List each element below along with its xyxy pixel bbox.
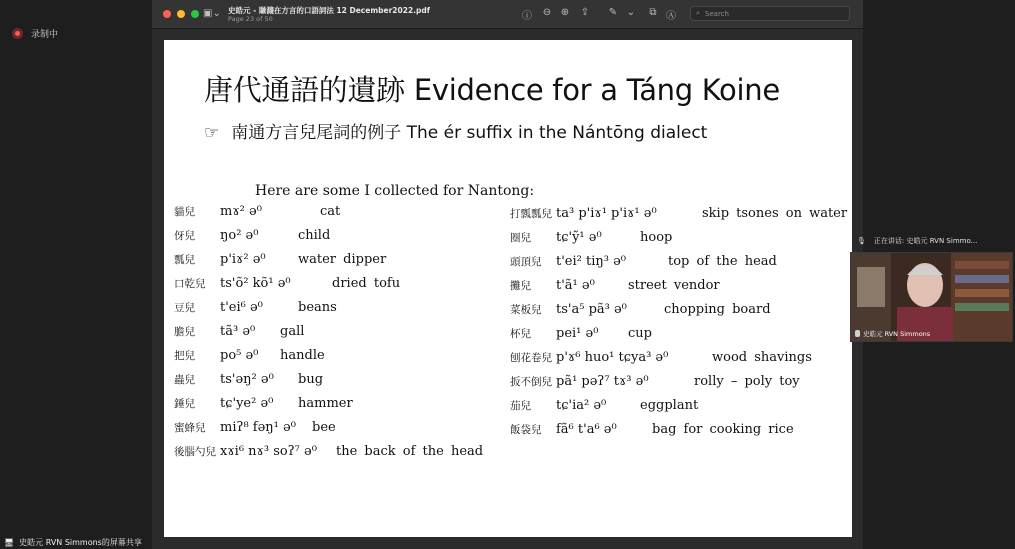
word-characters: 瓢兒 <box>174 254 195 266</box>
left-word-row <box>174 276 400 291</box>
right-word-row <box>510 254 777 269</box>
word-transcription: ta³ p'iɤ¹ p'iɤ¹ ə⁰ <box>556 206 657 221</box>
screen-share-indicator[interactable] <box>0 535 179 549</box>
word-gloss: beans <box>298 300 337 315</box>
slide-subtitle <box>204 118 707 143</box>
active-speaker-bar <box>857 236 977 246</box>
right-word-row <box>510 350 812 365</box>
word-gloss: eggplant <box>640 398 699 413</box>
word-transcription: ŋo² ə⁰ <box>220 228 259 243</box>
left-word-row <box>174 348 325 363</box>
search-placeholder: Search <box>704 9 729 18</box>
word-transcription: pã¹ pəʔ⁷ tɤ³ ə⁰ <box>556 374 649 389</box>
left-word-row <box>174 324 304 339</box>
right-word-row <box>510 398 698 413</box>
left-word-row <box>174 252 386 267</box>
word-characters: 蜜蜂兒 <box>174 422 206 434</box>
word-characters: 刨花卷兒 <box>510 352 552 364</box>
left-word-row <box>174 300 337 315</box>
markup-pen-icon[interactable]: ✎ <box>608 7 618 18</box>
speaker-mic-icon: 🎙 <box>857 237 866 245</box>
recording-label: 录制中 <box>31 30 59 40</box>
minimize-window-button[interactable] <box>177 10 185 18</box>
screen-share-label: 史皓元 RVN Simmons的屏幕共享 <box>19 537 142 547</box>
right-word-row <box>510 302 771 317</box>
window-controls <box>163 10 199 18</box>
search-field[interactable] <box>690 6 850 21</box>
word-transcription: ts'əŋ² ə⁰ <box>220 372 274 387</box>
title-bar <box>152 0 863 29</box>
word-transcription: pei¹ ə⁰ <box>556 326 599 341</box>
right-word-row <box>510 230 672 245</box>
word-transcription: tɕ'ia² ə⁰ <box>556 398 607 413</box>
left-word-row <box>174 204 340 219</box>
left-word-row <box>174 396 353 411</box>
word-characters: 把兒 <box>174 350 195 362</box>
word-gloss: chopping board <box>664 302 771 317</box>
word-gloss: water dipper <box>298 252 387 267</box>
word-gloss: dried tofu <box>332 276 401 291</box>
rotate-icon[interactable]: ⧉ <box>649 7 657 18</box>
right-word-row <box>510 326 652 341</box>
word-gloss: hoop <box>640 230 673 245</box>
word-gloss: bag for cooking rice <box>652 422 794 437</box>
left-word-row <box>174 372 323 387</box>
word-gloss: gall <box>280 324 305 339</box>
word-gloss: top of the head <box>668 254 777 269</box>
right-word-row <box>510 374 800 389</box>
word-transcription: p'ɤ⁶ huo¹ tɕya³ ə⁰ <box>556 350 669 365</box>
word-gloss: handle <box>280 348 325 363</box>
left-word-row <box>174 420 336 435</box>
word-characters: 飯袋兒 <box>510 424 542 436</box>
annotate-icon[interactable]: Ⓐ <box>666 11 676 22</box>
word-characters: 菜板兒 <box>510 304 542 316</box>
participant-video-tile[interactable] <box>850 252 1013 342</box>
word-transcription: po⁵ ə⁰ <box>220 348 259 363</box>
slide-subtitle-text: 南通方言兒尾詞的例子 The ér suffix in the Nántōng dialect <box>231 123 708 143</box>
right-word-row <box>510 278 720 293</box>
participant-name: 史皓元 RVN Simmons <box>855 329 930 338</box>
word-characters: 圈兒 <box>510 232 531 244</box>
page-indicator: Page 23 of 50 <box>228 15 273 23</box>
word-characters: 頭頂兒 <box>510 256 542 268</box>
word-gloss: street vendor <box>628 278 720 293</box>
right-word-row <box>510 206 847 221</box>
word-transcription: ts'õ² kõ¹ ə⁰ <box>220 276 291 291</box>
search-icon: ⌕ <box>696 9 700 17</box>
word-characters: 攤兒 <box>510 280 531 292</box>
pdf-page <box>164 40 852 537</box>
document-title: 史皓元 - 賺濺在方言的口語詞法 12 December2022.pdf <box>228 6 431 15</box>
word-transcription: xɤi⁶ nɤ³ soʔ⁷ ə⁰ <box>220 444 317 459</box>
word-gloss: child <box>298 228 331 243</box>
word-characters: 茄兒 <box>510 400 531 412</box>
word-gloss: rolly – poly toy <box>694 374 800 389</box>
word-transcription: t'ei² tiŋ³ ə⁰ <box>556 254 626 269</box>
word-characters: 膽兒 <box>174 326 195 338</box>
word-characters: 口乾兒 <box>174 278 206 290</box>
lead-sentence: Here are some I collected for Nantong: <box>255 183 535 199</box>
word-characters: 伢兒 <box>174 230 195 242</box>
word-transcription: fã⁶ t'a⁶ ə⁰ <box>556 422 617 437</box>
word-transcription: miʔ⁸ fəŋ¹ ə⁰ <box>220 420 296 435</box>
left-word-row <box>174 444 483 459</box>
zoom-in-icon[interactable]: ⊕ <box>560 7 570 18</box>
word-transcription: tɕ'ỹ¹ ə⁰ <box>556 230 602 245</box>
word-characters: 扳不倒兒 <box>510 376 552 388</box>
word-transcription: p'iɤ² ə⁰ <box>220 252 266 267</box>
word-gloss: bee <box>312 420 336 435</box>
shared-pdf-window <box>152 0 863 549</box>
word-characters: 打瓢瓢兒 <box>510 208 552 220</box>
word-transcription: t'ei⁶ ə⁰ <box>220 300 263 315</box>
right-word-row <box>510 422 794 437</box>
word-gloss: the back of the head <box>336 444 484 459</box>
word-transcription: t'ã¹ ə⁰ <box>556 278 595 293</box>
left-word-row <box>174 228 330 243</box>
zoom-out-icon[interactable]: ⊖ <box>542 7 552 18</box>
slide-title: 唐代通語的遺跡 Evidence for a Táng Koine <box>204 73 780 107</box>
record-icon <box>12 28 23 39</box>
word-gloss: skip tsones on water <box>702 206 848 221</box>
info-icon[interactable]: ⓘ <box>522 11 532 22</box>
word-characters: 後腦勺兒 <box>174 446 216 458</box>
screen-share-icon: 🖥 <box>4 537 15 547</box>
word-transcription: mɤ² ə⁰ <box>220 204 262 219</box>
word-transcription: ts'a⁵ pã³ ə⁰ <box>556 302 627 317</box>
chevron-down-icon[interactable]: ⌄ <box>626 7 636 18</box>
word-characters: 錘兒 <box>174 398 195 410</box>
mic-icon <box>855 330 860 337</box>
word-gloss: cup <box>628 326 652 341</box>
word-characters: 貓兒 <box>174 206 195 218</box>
word-gloss: hammer <box>298 396 353 411</box>
word-characters: 豆兒 <box>174 302 195 314</box>
pointing-hand-icon: ☞ <box>204 123 220 143</box>
word-gloss: bug <box>298 372 324 387</box>
participant-video <box>851 253 1012 341</box>
word-gloss: cat <box>320 204 341 219</box>
word-characters: 蟲兒 <box>174 374 195 386</box>
word-characters: 杯兒 <box>510 328 531 340</box>
share-icon[interactable]: ⇪ <box>580 7 590 18</box>
recording-indicator[interactable] <box>12 27 58 40</box>
zoom-window-button[interactable] <box>191 10 199 18</box>
word-gloss: wood shavings <box>712 350 812 365</box>
word-transcription: tã³ ə⁰ <box>220 324 256 339</box>
close-window-button[interactable] <box>163 10 171 18</box>
word-transcription: tɕ'ye² ə⁰ <box>220 396 274 411</box>
sidebar-toggle-icon[interactable]: ▣⌄ <box>203 8 221 19</box>
active-speaker-label: 正在讲话: 史皓元 RVN Simmo... <box>873 237 978 245</box>
